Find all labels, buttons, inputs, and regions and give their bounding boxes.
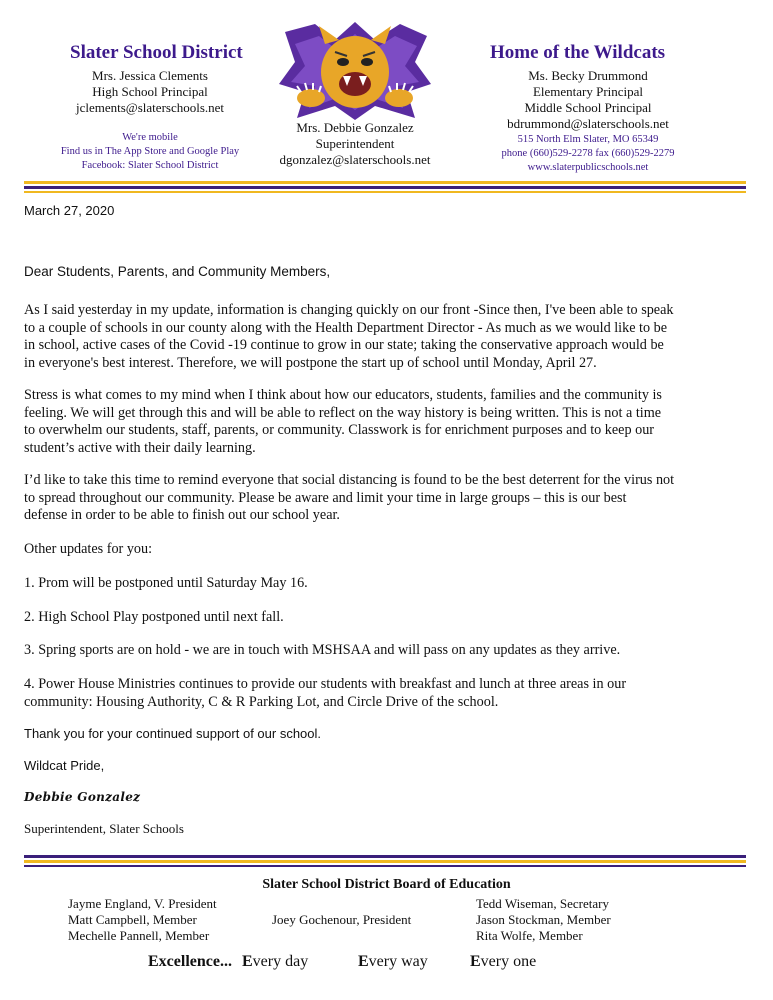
motto-word-4: Every one [470,953,537,970]
header-divider [24,181,746,193]
left-title: High School Principal [92,84,208,99]
text-line: feeling. We will get through this and will be able to reflect on the way history is being written. This is not a time [24,404,662,421]
motto-word-2: Every day [242,953,309,970]
board-left-column [68,896,217,944]
mobile-line: Facebook: Slater School District [81,160,219,171]
center-title: Superintendent [315,136,395,151]
text-line: to a couple of schools in our county along with the Health Department Director - As much as we would like to be [24,319,668,336]
paragraph-3 [24,472,749,525]
right-address: 515 North Elm Slater, MO 65349 [517,134,659,145]
text-line: to spread throughout our community. Please be aware and limit your time in large groups – this is our best [24,489,627,506]
text-line: in everyone's best interest. Therefore, we will postpone the start up of school until Monday, April 27. [24,354,597,371]
paragraph-2 [24,387,749,457]
text-line: I’d like to take this time to remind everyone that social distancing is found to be the best deterrent for the virus not [24,472,675,488]
mobile-info [30,131,270,173]
text-line: to overwhelm our students, staff, parents, or community. Classwork is for enrichment purposes and to keep our [24,422,655,438]
text-line: As I said yesterday in my update, information is changing quickly on our front -Since then, I've been able to speak [24,302,674,318]
update-item-3: 3. Spring sports are on hold - we are in touch with MSHSAA and will pass on any updates as they arrive. [24,642,621,658]
board-member: Mechelle Pannell, Member [68,928,210,943]
signer-title: Superintendent, Slater Schools [24,821,184,836]
right-phone: phone (660)529-2278 fax (660)529-2279 [501,148,675,159]
thank-you-line: Thank you for your continued support of our school. [24,726,322,741]
right-website: www.slaterpublicschools.net [527,162,649,173]
right-contact [478,68,698,132]
board-member: Tedd Wiseman, Secretary [476,896,609,911]
district-name: Slater School District [70,42,243,63]
board-member: Jason Stockman, Member [476,912,611,927]
text-line: Stress is what comes to my mind when I think about how our educators, students, families and the community is [24,387,662,403]
board-president: Joey Gochenour, President [272,912,412,927]
text-line: in school, active cases of the Covid -19 continue to grow in our state; taking the conservative approach would be [24,337,664,353]
home-of-wildcats: Home of the Wildcats [490,42,666,63]
left-contact [40,68,260,116]
right-title-2: Middle School Principal [524,100,652,115]
paragraph-1 [24,302,749,372]
footer-divider [24,855,746,867]
center-name: Mrs. Debbie Gonzalez [296,120,414,135]
board-member: Rita Wolfe, Member [476,928,583,943]
closing: Wildcat Pride, [24,758,105,773]
motto-word-3: Every way [358,953,428,970]
motto-word-1: Excellence... [148,953,232,970]
update-item-1: 1. Prom will be postponed until Saturday May 16. [24,575,308,591]
text-line: student’s active with their daily learning. [24,439,256,456]
text-line: defense in order to be able to finish out our school year. [24,507,340,523]
board-member: Jayme England, V. President [68,896,217,911]
right-email: bdrummond@slaterschools.net [507,116,669,131]
right-address-block [468,133,708,175]
text-line: community: Housing Authority, C & R Parking Lot, and Circle Drive of the school. [24,693,499,710]
salutation: Dear Students, Parents, and Community Members, [24,264,331,279]
other-updates-heading: Other updates for you: [24,541,153,557]
mobile-line: We're mobile [122,132,178,143]
left-name: Mrs. Jessica Clements [92,68,208,83]
right-title-1: Elementary Principal [532,84,644,99]
right-name: Ms. Becky Drummond [528,68,648,83]
center-contact [260,120,450,168]
mobile-line: Find us in The App Store and Google Play [60,146,240,157]
update-item-2: 2. High School Play postponed until next fall. [24,609,284,625]
board-right-column [476,896,611,944]
board-member: Matt Campbell, Member [68,912,197,927]
center-email: dgonzalez@slaterschools.net [279,152,431,167]
update-item-4 [24,676,749,711]
letter-date: March 27, 2020 [24,203,115,218]
signature: Debbie Gonzalez [24,790,141,804]
motto [148,953,232,971]
text-line: 4. Power House Ministries continues to provide our students with breakfast and lunch at three areas in our [24,676,627,692]
wildcat-mascot-icon [275,22,435,122]
left-email: jclements@slaterschools.net [75,100,225,115]
board-title: Slater School District Board of Education [262,877,511,892]
